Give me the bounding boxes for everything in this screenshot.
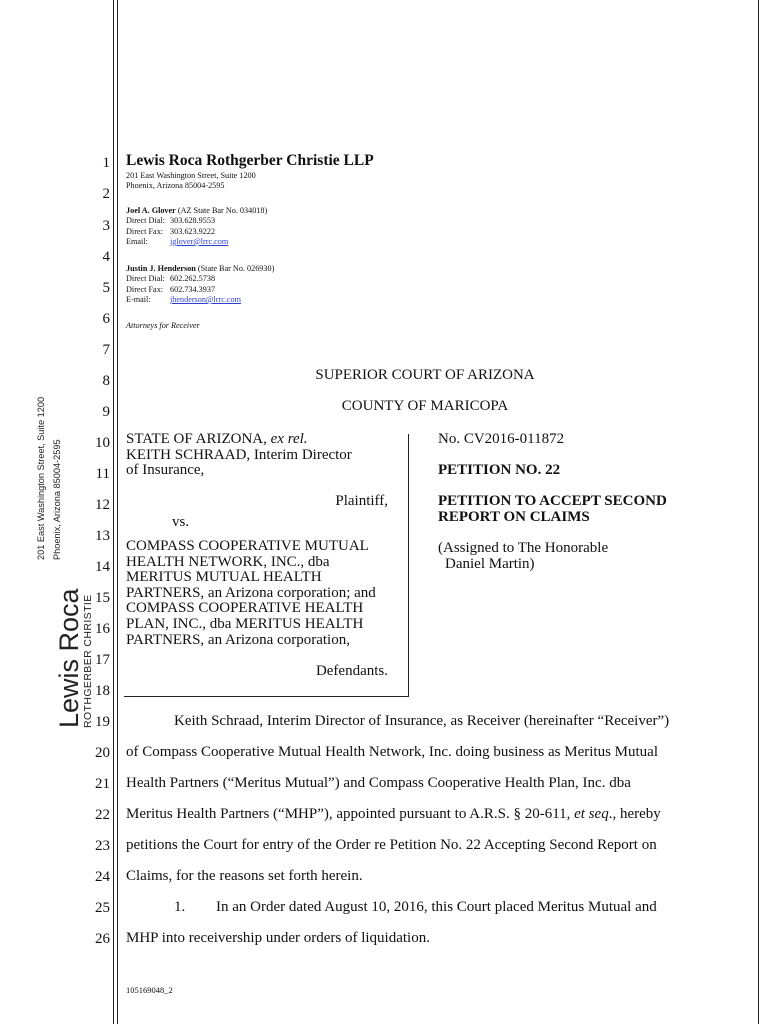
line-number: 19 — [95, 714, 110, 730]
caption-bottom-rule — [124, 696, 409, 697]
email-label: Email: — [126, 236, 148, 246]
body-line-24: Claims, for the reasons set forth herein. — [126, 868, 363, 884]
attorneys-for-receiver: Attorneys for Receiver — [126, 321, 200, 330]
petition-title-line-2: REPORT ON CLAIMS — [438, 508, 590, 525]
logo-address-1: 201 East Washington Street, Suite 1200 — [36, 396, 46, 560]
line-number: 17 — [95, 652, 110, 668]
attorney-bar-number: (State Bar No. 026930) — [195, 264, 275, 273]
line-number: 24 — [95, 869, 110, 885]
dial-label: Direct Dial: — [126, 216, 165, 226]
court-name: SUPERIOR COURT OF ARIZONA — [315, 367, 535, 383]
line-number: 22 — [95, 807, 110, 823]
email-link[interactable]: jglover@lrrc.com — [170, 236, 229, 246]
body-line-25: 1. In an Order dated August 10, 2016, this Court placed Meritus Mutual and — [174, 899, 657, 915]
firm-address-line-1: 201 East Washington Street, Suite 1200 — [126, 171, 256, 180]
line-number: 7 — [102, 342, 110, 358]
attorney-name: Joel A. Glover — [126, 206, 176, 215]
defendant-line: MERITUS MUTUAL HEALTH — [126, 569, 322, 586]
firm-address-line-2: Phoenix, Arizona 85004-2595 — [126, 181, 225, 191]
defendant-line: COMPASS COOPERATIVE HEALTH — [126, 600, 364, 617]
line-number: 8 — [102, 373, 110, 389]
line-number: 23 — [95, 838, 110, 854]
plaintiff-line: of Insurance, — [126, 462, 205, 479]
line-number: 4 — [102, 249, 110, 265]
firm-logo — [28, 360, 92, 730]
attorney-bar-number: (AZ State Bar No. 034018) — [175, 206, 268, 215]
petition-title — [438, 494, 738, 525]
line-number: 15 — [95, 590, 110, 606]
defendant-line: PLAN, INC., dba MERITUS HEALTH — [126, 615, 364, 632]
left-margin-rule-1 — [113, 0, 114, 1024]
firm-address — [126, 171, 256, 192]
defendant-line: PARTNERS, an Arizona corporation; and — [126, 584, 376, 601]
line-number: 6 — [102, 311, 110, 327]
body-line-21: Health Partners (“Meritus Mutual”) and Compass Cooperative Health Plan, Inc. dba — [126, 775, 631, 791]
line-number: 3 — [102, 218, 110, 234]
line-number: 13 — [95, 528, 110, 544]
firm-name: Lewis Roca Rothgerber Christie LLP — [126, 152, 374, 169]
fax-value: 602.734.3937 — [170, 284, 216, 294]
email-link[interactable]: jhenderson@lrrc.com — [170, 294, 241, 304]
assigned-line-2: Daniel Martin) — [445, 555, 535, 572]
ex-rel: ex rel. — [270, 431, 308, 447]
plaintiff-line: STATE OF ARIZONA, — [126, 431, 271, 447]
line-number: 16 — [95, 621, 110, 637]
right-margin-rule — [758, 0, 759, 1024]
line-number: 9 — [102, 404, 110, 420]
dial-label: Direct Dial: — [126, 274, 165, 284]
line-number: 12 — [95, 497, 110, 513]
body-line-20: of Compass Cooperative Mutual Health Network, Inc. doing business as Meritus Mutual — [126, 744, 659, 760]
logo-address-2: Phoenix, Arizona 85004-2595 — [52, 439, 62, 560]
email-label: E-mail: — [126, 294, 151, 304]
line-number: 21 — [95, 776, 110, 792]
dial-value: 602.262.5738 — [170, 274, 216, 284]
line-number: 25 — [95, 900, 110, 916]
fax-value: 303.623.9222 — [170, 226, 216, 236]
line-number: 14 — [95, 559, 110, 575]
petition-title-line-1: PETITION TO ACCEPT SECOND — [438, 493, 667, 509]
line-number: 20 — [95, 745, 110, 761]
left-margin-rule-2 — [117, 0, 118, 1024]
logo-word-lewis-roca: Lewis Roca — [54, 588, 84, 728]
logo-word-rothgerber: ROTHGERBER CHRISTIE — [82, 594, 94, 728]
line-number: 5 — [102, 280, 110, 296]
assigned-judge — [438, 541, 738, 572]
plaintiff-label: Plaintiff, — [335, 492, 388, 509]
attorney-name: Justin J. Henderson — [126, 264, 196, 273]
body-line-23: petitions the Court for entry of the Order re Petition No. 22 Accepting Second Report on — [126, 837, 657, 853]
body-line-22: Meritus Health Partners (“MHP”), appointed pursuant to A.R.S. § 20-611, et seq., hereby — [126, 806, 661, 822]
case-caption-parties — [126, 432, 408, 680]
line-number: 26 — [95, 931, 110, 947]
line-number: 11 — [95, 466, 110, 482]
fax-label: Direct Fax: — [126, 284, 164, 294]
defendant-line: PARTNERS, an Arizona corporation, — [126, 631, 350, 648]
line-number: 2 — [102, 186, 110, 202]
body-line-26: MHP into receivership under orders of liquidation. — [126, 930, 430, 946]
defendant-line: COMPASS COOPERATIVE MUTUAL — [126, 537, 369, 554]
defendant-line: HEALTH NETWORK, INC., dba — [126, 553, 330, 570]
caption-vertical-rule — [408, 434, 409, 696]
line-number: 18 — [95, 683, 110, 699]
defendants-label: Defendants. — [315, 663, 388, 680]
assigned-line-1: (Assigned to The Honorable — [438, 540, 609, 556]
versus: vs. — [172, 514, 190, 531]
body-line-19: Keith Schraad, Interim Director of Insurance, as Receiver (hereinafter “Receiver”) — [174, 713, 670, 729]
line-number: 1 — [102, 155, 110, 171]
case-number: No. CV2016-011872 — [438, 431, 565, 447]
court-county: COUNTY OF MARICOPA — [341, 398, 509, 414]
line-number: 10 — [95, 435, 110, 451]
plaintiff-line: KEITH SCHRAAD, Interim Director — [126, 446, 352, 463]
attorney-block-glover — [126, 206, 267, 247]
document-id-footer: 105169048_2 — [126, 985, 173, 995]
dial-value: 303.628.9553 — [170, 216, 216, 226]
petition-number: PETITION NO. 22 — [438, 462, 561, 478]
paragraph-number: 1. — [174, 899, 186, 915]
et-seq: et seq — [574, 806, 609, 822]
fax-label: Direct Fax: — [126, 226, 164, 236]
attorney-block-henderson — [126, 264, 274, 305]
